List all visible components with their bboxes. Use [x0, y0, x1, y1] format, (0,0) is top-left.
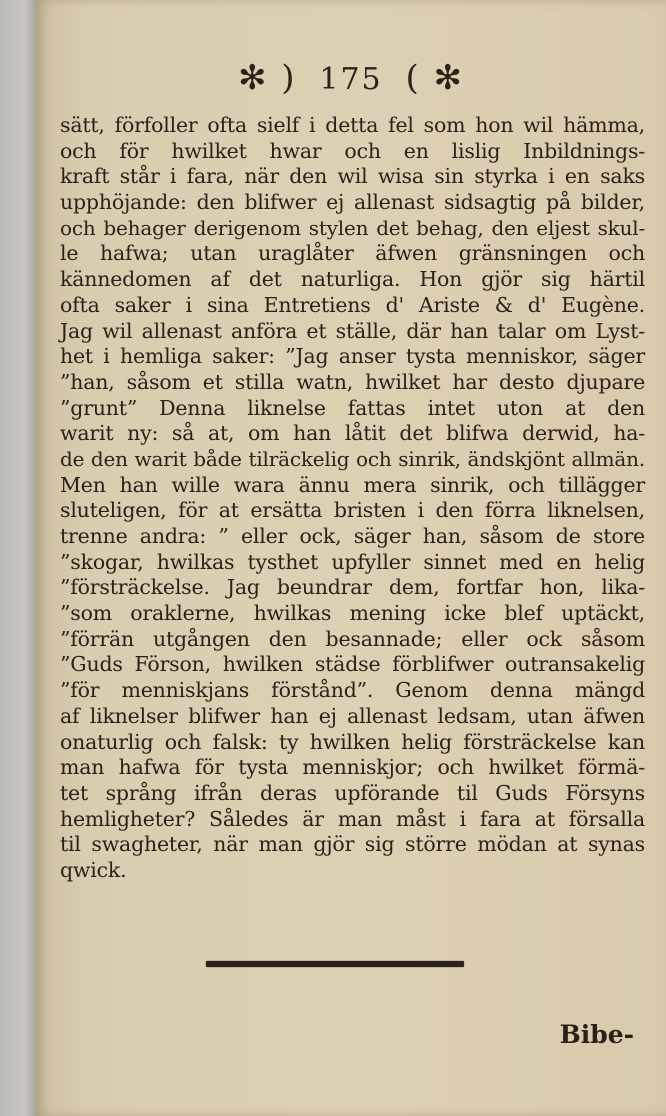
- text-line: hemligheter? Således är man måst i fara at försalla: [60, 806, 645, 831]
- text-line: ”grunt” Denna liknelse fattas intet uton at den: [60, 395, 645, 420]
- text-line: ”för menniskjans förstånd”. Genom denna mängd: [60, 678, 645, 703]
- text-line: Men han wille wara ännu mera sinrik, och tillägger: [60, 472, 645, 497]
- text-line: ”försträckelse. Jag beundrar dem, fortfar hon, lika-: [60, 575, 645, 600]
- header-ornament-right: ( ✻: [405, 58, 464, 98]
- text-line: le hafwa; utan uraglåter äfwen gränsningen och: [60, 241, 645, 266]
- text-line: ofta saker i sina Entretiens d' Ariste & d' Eugène.: [60, 292, 645, 317]
- text-line: och behager derigenom stylen det behag, den eljest skul-: [60, 215, 645, 240]
- text-line: ”som oraklerne, hwilkas mening icke blef uptäckt,: [60, 601, 645, 626]
- text-line: ”skogar, hwilkas tysthet upfyller sinnet med en helig: [60, 549, 645, 574]
- text-line: qwick.: [60, 857, 127, 882]
- text-line: ”Guds Förson, hwilken städse förblifwer outransakelig: [60, 652, 645, 677]
- page-gutter: [0, 0, 36, 1116]
- text-line: ”han, såsom et stilla watn, hwilket har desto djupare: [60, 369, 645, 394]
- text-line: upphöjande: den blifwer ej allenast sidsagtig på bilder,: [60, 190, 645, 215]
- text-line: kraft står i fara, när den wil wisa sin styrka i en saks: [60, 164, 645, 189]
- end-rule: [206, 961, 464, 967]
- header-ornament-left: ✻ ): [237, 58, 297, 98]
- text-line: af liknelser blifwer han ej allenast ledsam, utan äfwen: [60, 703, 645, 728]
- book-page: [36, 0, 666, 1116]
- body-text: [60, 113, 645, 884]
- catchword: Bibe-: [559, 1020, 634, 1049]
- text-line: ”förrän utgången den besannade; eller ock såsom: [60, 626, 645, 651]
- text-line: tet språng ifrån deras upförande til Guds Försyns: [60, 780, 645, 805]
- text-line: trenne andra: ” eller ock, säger han, såsom de store: [60, 524, 645, 548]
- text-line: warit ny: så at, om han låtit det blifwa derwid, ha-: [60, 421, 645, 446]
- text-line: onaturlig och falsk: ty hwilken helig försträckelse kan: [60, 729, 645, 754]
- text-line: til swagheter, när man gjör sig större mödan at synas: [60, 832, 645, 857]
- text-line: Jag wil allenast anföra et ställe, där han talar om Lyst-: [60, 318, 645, 343]
- page-number: 175: [319, 62, 383, 97]
- text-line: het i hemliga saker: ”Jag anser tysta menniskor, säger: [60, 344, 645, 369]
- text-line: sätt, förfoller ofta sielf i detta fel som hon wil hämma,: [60, 113, 645, 137]
- running-header: [36, 54, 666, 102]
- text-line: sluteligen, för at ersätta bristen i den förra liknelsen,: [60, 498, 645, 523]
- text-line: kännedomen af det naturliga. Hon gjör sig härtil: [60, 267, 645, 292]
- text-line: man hafwa för tysta menniskjor; och hwilket förmä-: [60, 755, 645, 780]
- text-line: de den warit både tilräckelig och sinrik, ändskjönt allmän.: [60, 446, 645, 471]
- text-line: och för hwilket hwar och en lislig Inbildnings-: [60, 138, 645, 163]
